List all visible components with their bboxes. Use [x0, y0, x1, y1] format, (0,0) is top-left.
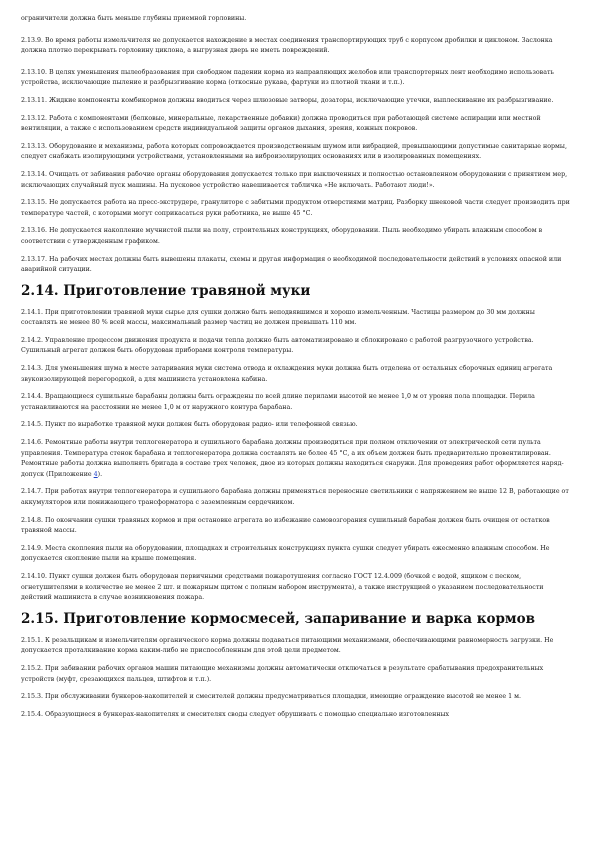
- paragraph-2-13-16: 2.13.16. Не допускается накопление мучнистой пыли на полу, строительных конструкциях, оборудовании. Пыль необходимо убирать влажным способом в соответствии с утвержденным графиком.: [21, 227, 543, 245]
- paragraph-2-15-3: 2.15.3. При обслуживании бункеров-накопителей и смесителей должны предусматриваться площадки, имеющие ограждение высотой не менее 1 м.: [21, 693, 522, 701]
- section-heading: 2.14. Приготовление травяной муки: [21, 282, 311, 299]
- paragraph-2-13-11: 2.13.11. Жидкие компоненты комбикормов должны вводиться через шлюзовые затворы, дозаторы, исключающие утечки, выплескивание их разбрызгивание.: [21, 96, 554, 104]
- paragraph-2-13-14: 2.13.14. Очищать от забивания рабочие органы оборудования допускается только при выключенных и полностью остановленном оборудовании с принятием мер, исключающих случайный пуск машины. На пусковое устройство навешивается табличка «Не включать. Работают люди!».: [21, 170, 568, 189]
- paragraph-2-15-1: 2.15.1. К резальщикам и измельчителям органического корма должны подаваться питающими механизмами, обеспечивающими равномерность загрузки. Не допускается проталкивание корма каким-либо не приспособленным для этой цели предметом.: [21, 636, 554, 655]
- paragraph-2-14-4: 2.14.4. Вращающиеся сушильные барабаны должны быть ограждены по всей длине перилами высотой не менее 1,0 м от уровня пола площадки. Перила устанавливаются на расстоянии не менее 1,0 м от наружного контура барабана.: [21, 393, 535, 411]
- paragraph-2-13-13: 2.13.13. Оборудование и механизмы, работа которых сопровождается производственным шумом или вибрацией, превышающими допустимые санитарные нормы, следует снабжать изолирующими устройствами, установленными на виброизолирующих основаниях или в изолированных помещениях.: [21, 142, 567, 161]
- section-2-14: [21, 283, 572, 604]
- paragraph-2-14-10: 2.14.10. Пункт сушки должен быть оборудован первичными средствами пожаротушения согласно ГОСТ 12.4.009 (бочкой с водой, ящиком с песком, огнетушителями в количестве не менее 2 шт. и пожарным щитом с полным набором инструмента), а также инструкцией о указанием последовательности действий машиниста в случае возникновения пожара.: [21, 572, 544, 602]
- section-heading: 2.15. Приготовление кормосмесей, запаривание и варка кормов: [21, 610, 536, 627]
- paragraph-2-13-10: 2.13.10. В целях уменьшения пылеобразования при свободном падении корма из направляющих желобов или транспортерных лент необходимо использовать устройства, исключающие пыление и разбрызгивание корма (откосные рукава, фартуки из плотной ткани и т.п.).: [21, 68, 554, 87]
- paragraph-2-15-4: 2.15.4. Образующиеся в бункерах-накопителях и смесителях своды следует обрушивать с помощью специально изготовленных: [21, 710, 450, 718]
- paragraph-2-14-3: 2.14.3. Для уменьшения шума в месте затаривания муки система отвода и охлаждения муки должна быть отделена от остальных сборочных единиц агрегата звукоизолирующей перегородкой, а для машиниста установлена кабина.: [21, 365, 553, 383]
- paragraph-2-14-6: 2.14.6. Ремонтные работы внутри теплогенератора и сушильного барабана должны производиться при полном отключении от электрической сети пульта управления. Температура стенок барабана и теплогенератора должна составлять не более 45 °С, а их объем должен быть предварительно провентилирован. Ремонтные работы должна выполнять бригада в составе трех человек, двое из которых должны находиться снаружи. Для проведения работ оформляется наряд-допуск (Приложение 4).: [21, 439, 564, 478]
- paragraph-2-14-8: 2.14.8. По окончании сушки травяных кормов и при остановке агрегата во избежание самовозгорания сушильный барабан должен быть очищен от остатков травяной массы.: [21, 516, 550, 535]
- document-page: [21, 14, 572, 727]
- paragraph-2-14-7: 2.14.7. При работах внутри теплогенератора и сушильного барабана должны применяться переносные светильники с напряжением не выше 12 В, работающие от аккумуляторов или понижающего трансформатора с заземленным сердечником.: [21, 488, 569, 506]
- paragraph-2-14-2: 2.14.2. Управление процессом движения продукта и подачи тепла должно быть автоматизировано и сблокировано с работой разгрузочного устройства. Сушильный агрегат должен быть оборудован приборами контроля температуры.: [21, 336, 534, 355]
- appendix-link[interactable]: 4: [93, 470, 98, 478]
- paragraph-2-13-17: 2.13.17. На рабочих местах должны быть вывешены плакаты, схемы и другая информация о необходимой последовательности действий в условиях опасной или аварийной ситуации.: [21, 255, 562, 274]
- paragraph-2-15-2: 2.15.2. При забивании рабочих органов машин питающие механизмы должны автоматически отключаться в результате срабатывания предохранительных устройств (муфт, срезающихся пальцев, штифтов и т.п.).: [21, 664, 544, 683]
- section-2-15: [21, 611, 572, 721]
- paragraph-2-14-1: 2.14.1. При приготовлении травяной муки сырье для сушки должно быть неподвявшимся и хорошо измельченным. Частицы размером до 30 мм должны составлять не менее 80 % всей массы, максимальный размер частиц не должен превышать 110 мм.: [21, 308, 535, 327]
- continuation-paragraph: ограничители должна быть меньше глубины приемной горловины.: [21, 15, 247, 22]
- paragraph-2-13-12: 2.13.12. Работа с компонентами (белковые, минеральные, лекарственные добавки) должна проводиться при работающей системе аспирации или местной вентиляции, а также с использованием средств индивидуальной защиты органов дыхания, зрения, кожных покровов.: [21, 114, 541, 133]
- paragraph-2-14-9: 2.14.9. Места скопления пыли на оборудовании, площадках и строительных конструкциях пункта сушки следует убирать ежесменно влажным способом. Не допускается скопление пыли на крыше помещения.: [21, 544, 550, 563]
- paragraph-2-13-15: 2.13.15. Не допускается работа на пресс-экструдере, гранулиторе с забитыми продуктом отверстиями матриц. Разборку шнековой части следует производить при температуре частей, с которыми могут соприкасаться руки работника, не выше 45 °С.: [21, 199, 570, 217]
- paragraph-2-14-5: 2.14.5. Пункт по выработке травяной муки должен быть оборудован радио- или телефонной связью.: [21, 421, 358, 429]
- paragraph-2-13-9: 2.13.9. Во время работы измельчителя не допускается нахождение в местах соединения транспортирующих труб с корпусом дробилки и циклоном. Заслонка должна плотно перекрывать горловину циклона, а выгрузная дверь не иметь повреждений.: [21, 36, 553, 55]
- section-2-13: [21, 36, 572, 276]
